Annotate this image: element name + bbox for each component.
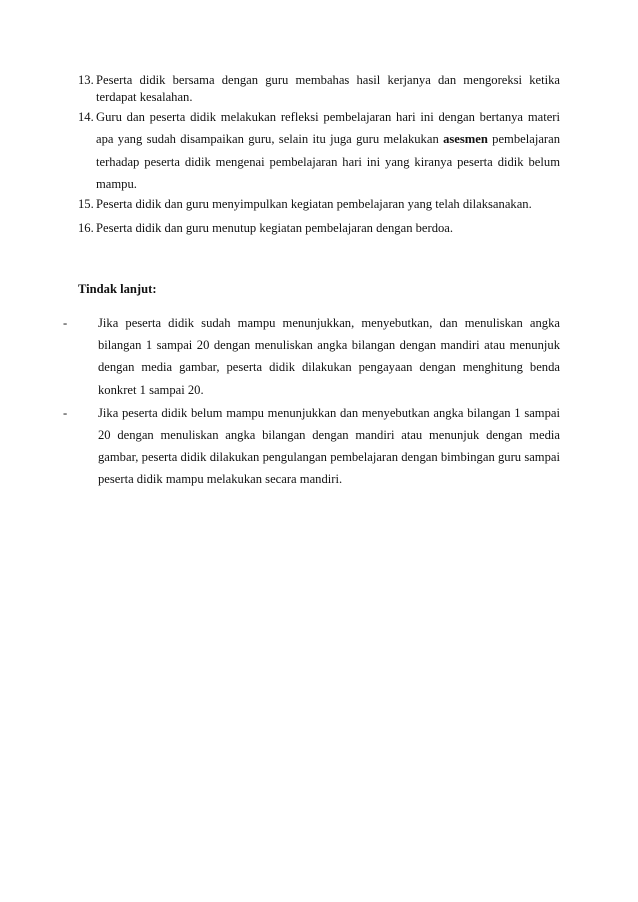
bold-term: asesmen <box>443 132 488 147</box>
item-text-part: pembelajaran terhadap peserta didik mengenai pembelajaran hari ini yang kiranya peserta didik belum mampu. <box>96 132 560 191</box>
item-number: 14. <box>78 110 94 124</box>
bullet-dash: - <box>63 405 68 420</box>
item-text <box>96 106 560 195</box>
followup-item <box>63 312 560 401</box>
item-text-part: Guru dan peserta didik melakukan refleksi pembelajaran hari ini dengan bertanya materi apa yang sudah disampaikan guru, selain itu juga guru melakukan <box>96 110 560 147</box>
item-number: 15. <box>78 197 94 211</box>
item-number: 13. <box>78 73 94 87</box>
item-text: Peserta didik bersama dengan guru membahas hasil kerjanya dan mengoreksi ketika terdapat kesalahan. <box>96 73 560 104</box>
section-heading: Tindak lanjut: <box>78 282 157 296</box>
item-number: 16. <box>78 221 94 235</box>
followup-text: Jika peserta didik belum mampu menunjukkan dan menyebutkan angka bilangan 1 sampai 20 dengan menuliskan angka bilangan dengan mandiri atau menunjuk dengan media gambar, peserta didik dilakukan pengulangan pembelajaran dengan bimbingan guru sampai peserta didik mampu melakukan secara mandiri. <box>98 405 560 487</box>
item-text: Peserta didik dan guru menutup kegiatan pembelajaran dengan berdoa. <box>96 221 454 235</box>
followup-list <box>63 312 560 492</box>
followup-item <box>63 402 560 491</box>
item-text: Peserta didik dan guru menyimpulkan kegiatan pembelajaran yang telah dilaksanakan. <box>96 197 532 211</box>
bullet-dash: - <box>63 316 68 330</box>
list-item-14 <box>78 106 560 195</box>
followup-text: Jika peserta didik sudah mampu menunjukkan, menyebutkan, dan menuliskan angka bilangan 1 sampai 20 dengan menuliskan angka bilangan dengan mandiri atau menunjuk dengan media gambar, peserta didik dilakukan pengayaan dengan menghitung benda konkret 1 sampai 20. <box>98 316 560 397</box>
list-item-16 <box>78 220 560 237</box>
list-item-15 <box>78 196 560 213</box>
list-item-13 <box>78 72 560 106</box>
